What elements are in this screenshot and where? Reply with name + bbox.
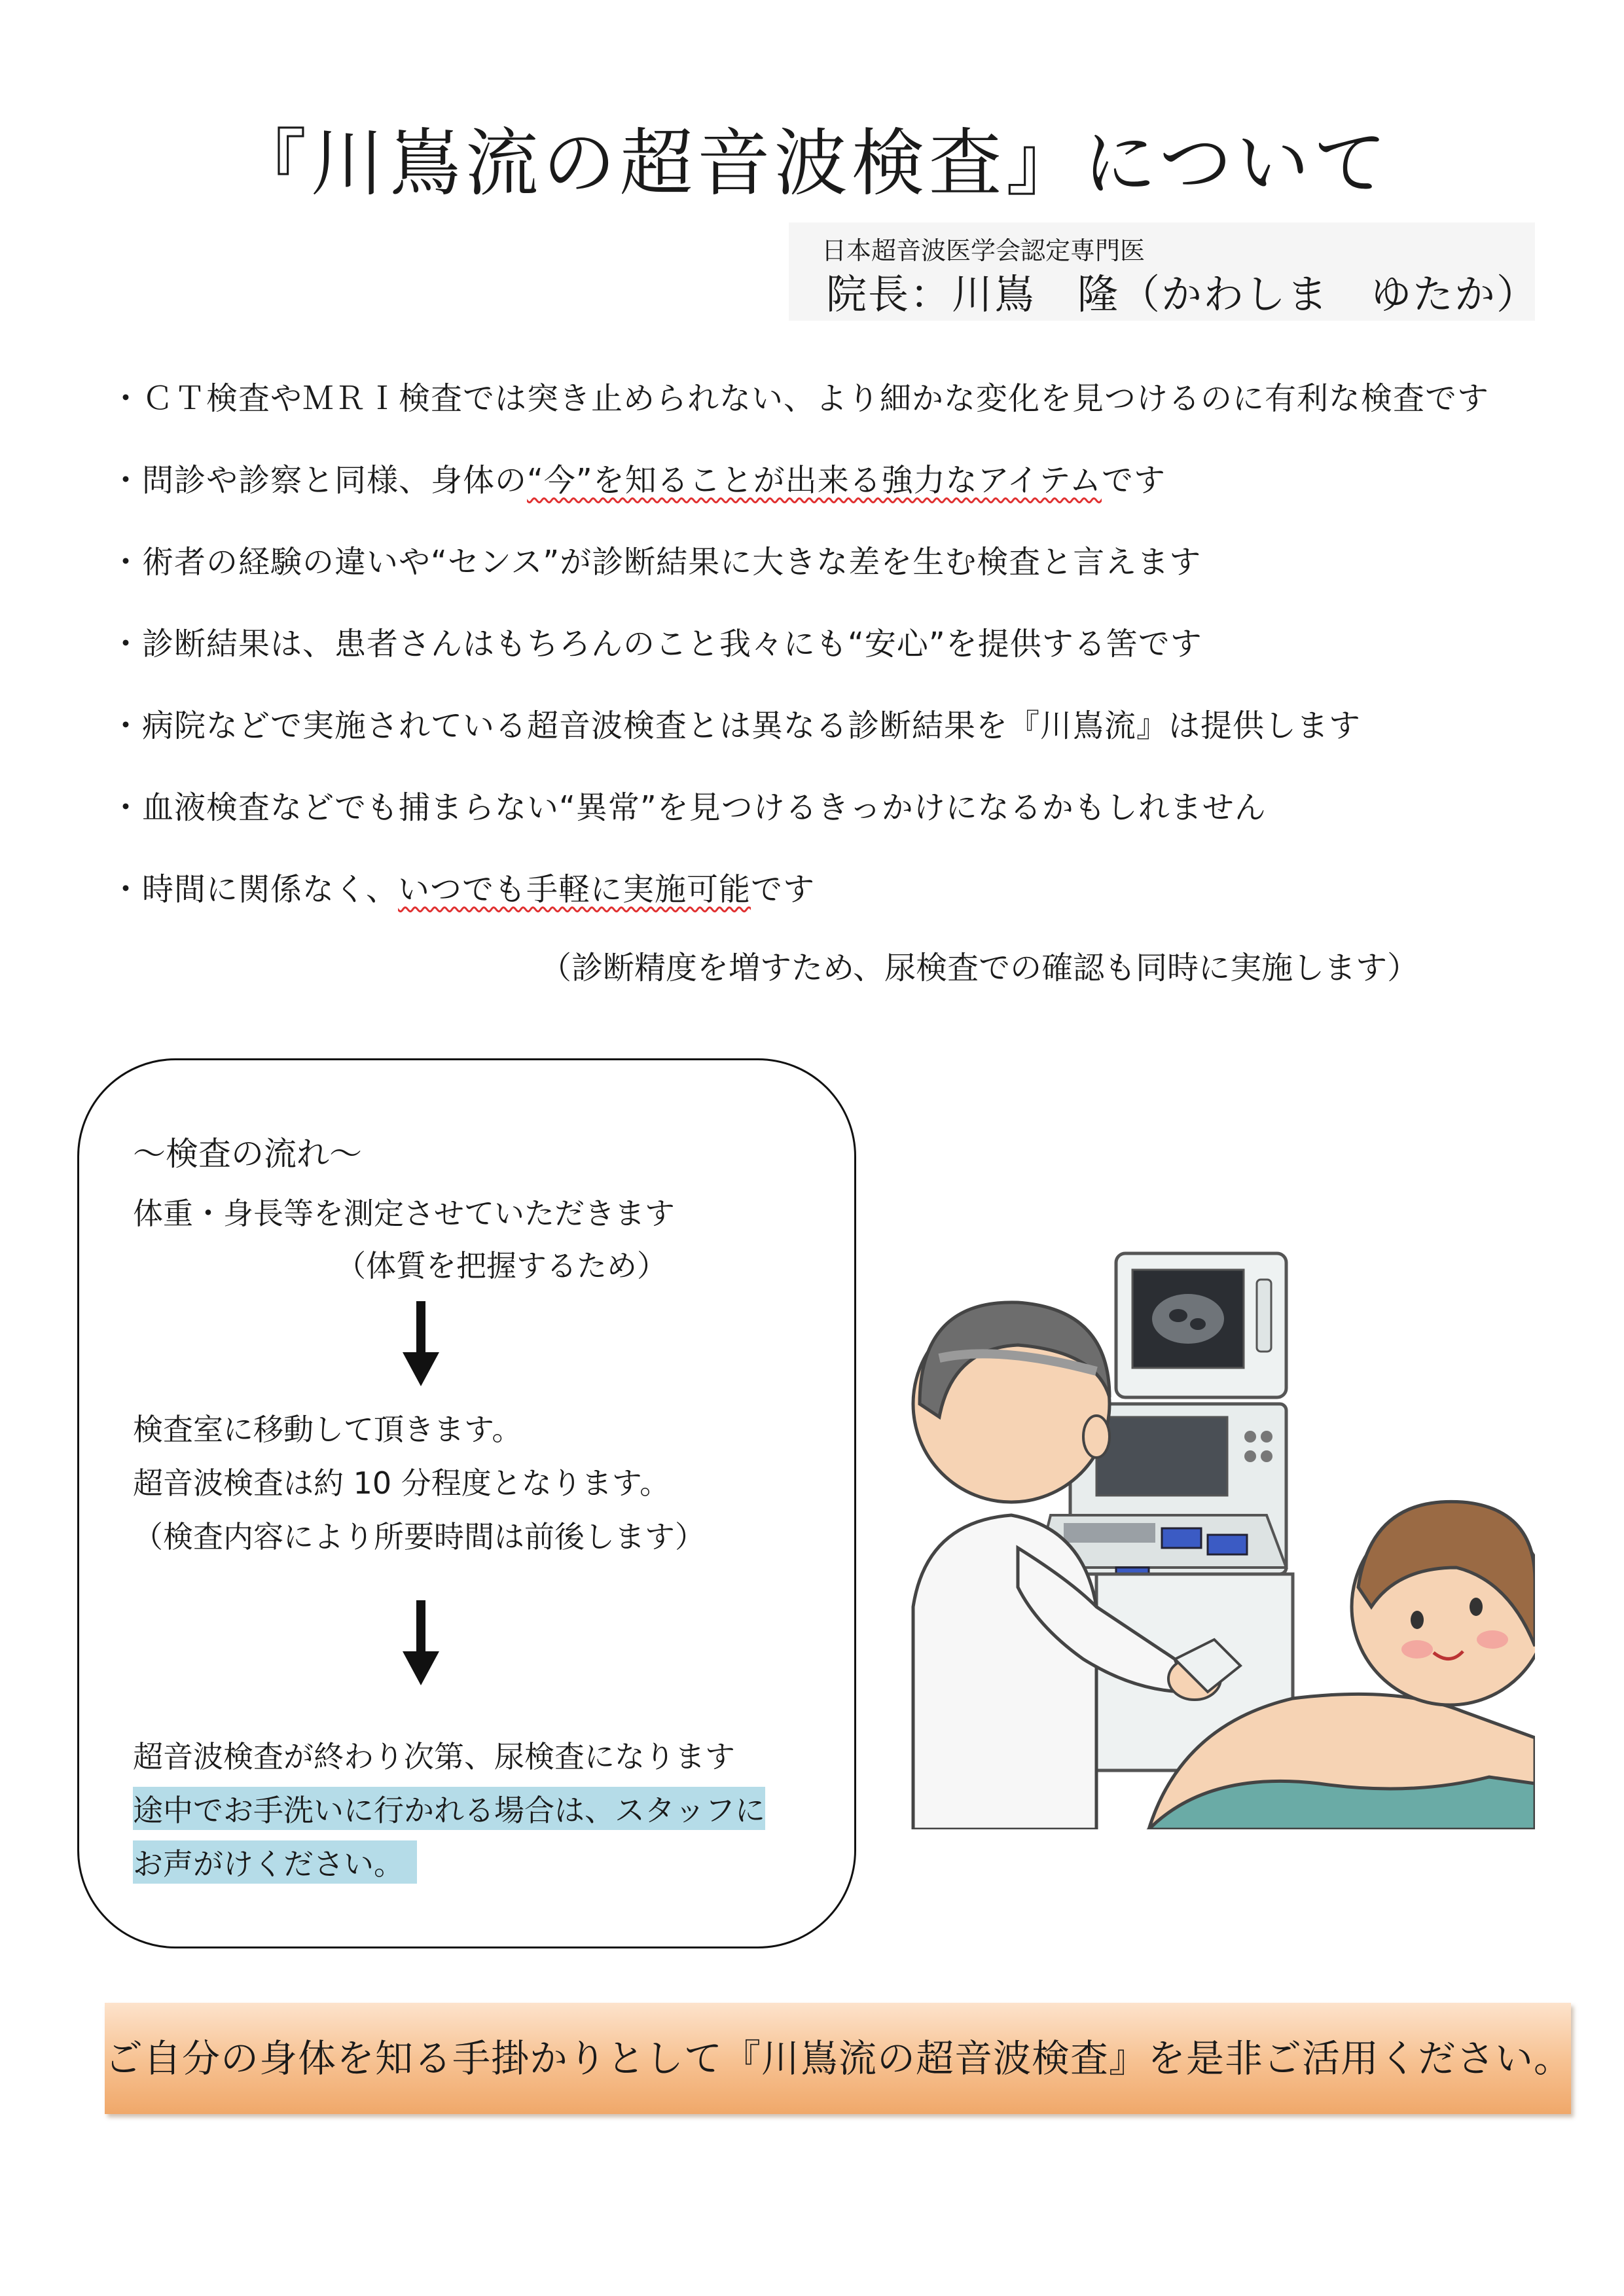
flow-step2-text: 検査室に移動して頂きます。 (133, 1412, 522, 1447)
urine-test-note: （診断精度を増すため、尿検査での確認も同時に実施します） (540, 950, 1419, 986)
bullet-item: ・時間に関係なく、いつでも手軽に実施可能です (110, 871, 816, 908)
underlined-phrase: “今”を知ることが出来る強力なアイテム (527, 462, 1102, 499)
down-arrow-icon (401, 1301, 441, 1386)
bullet-item: ・術者の経験の違いや“センス”が診断結果に大きな差を生む検査と言えます (110, 544, 1202, 581)
ultrasound-exam-illustration (900, 1240, 1535, 1829)
page-title: 『川嶌流の超音波検査』について (233, 121, 1391, 206)
flow-highlight-text: お声がけください。 (133, 1840, 417, 1884)
flow-highlight-text: 途中でお手洗いに行かれる場合は、スタッフに (133, 1787, 765, 1830)
bullet-item: ・病院などで実施されている超音波検査とは異なる診断結果を『川嶌流』は提供します (110, 708, 1362, 744)
down-arrow-icon (401, 1600, 441, 1685)
flow-step2-note: （検査内容により所要時間は前後します） (133, 1519, 705, 1554)
bullet-item: ・診断結果は、患者さんはもちろんのこと我々にも“安心”を提供する筈です (110, 626, 1202, 662)
flow-step2-text: 超音波検査は約 10 分程度となります。 (133, 1465, 670, 1501)
bullet-item: ・ＣＴ検査やＭＲＩ検査では突き止められない、より細かな変化を見つけるのに有利な検査です (110, 380, 1490, 417)
flow-step1-note: （体質を把握するため） (336, 1248, 667, 1283)
flow-step3-text: 超音波検査が終わり次第、尿検査になります (133, 1739, 735, 1774)
bullet-item: ・問診や診察と同様、身体の“今”を知ることが出来る強力なアイテムです (110, 462, 1166, 499)
underlined-phrase: いつでも手軽に実施可能 (398, 871, 751, 908)
certification-text: 日本超音波医学会認定専門医 (821, 236, 1146, 265)
flow-heading: ～検査の流れ～ (133, 1135, 362, 1173)
director-name: 院長：川嶌 隆（かわしま ゆたか） (826, 270, 1539, 318)
bullet-item: ・血液検査などでも捕まらない“異常”を見つけるきっかけになるかもしれません (110, 789, 1267, 826)
flow-step1-text: 体重・身長等を測定させていただきます (133, 1196, 675, 1231)
cta-banner-text: ご自分の身体を知る手掛かりとして『川嶌流の超音波検査』を是非ご活用ください。 (105, 2036, 1573, 2081)
flow-box (77, 1058, 856, 1948)
